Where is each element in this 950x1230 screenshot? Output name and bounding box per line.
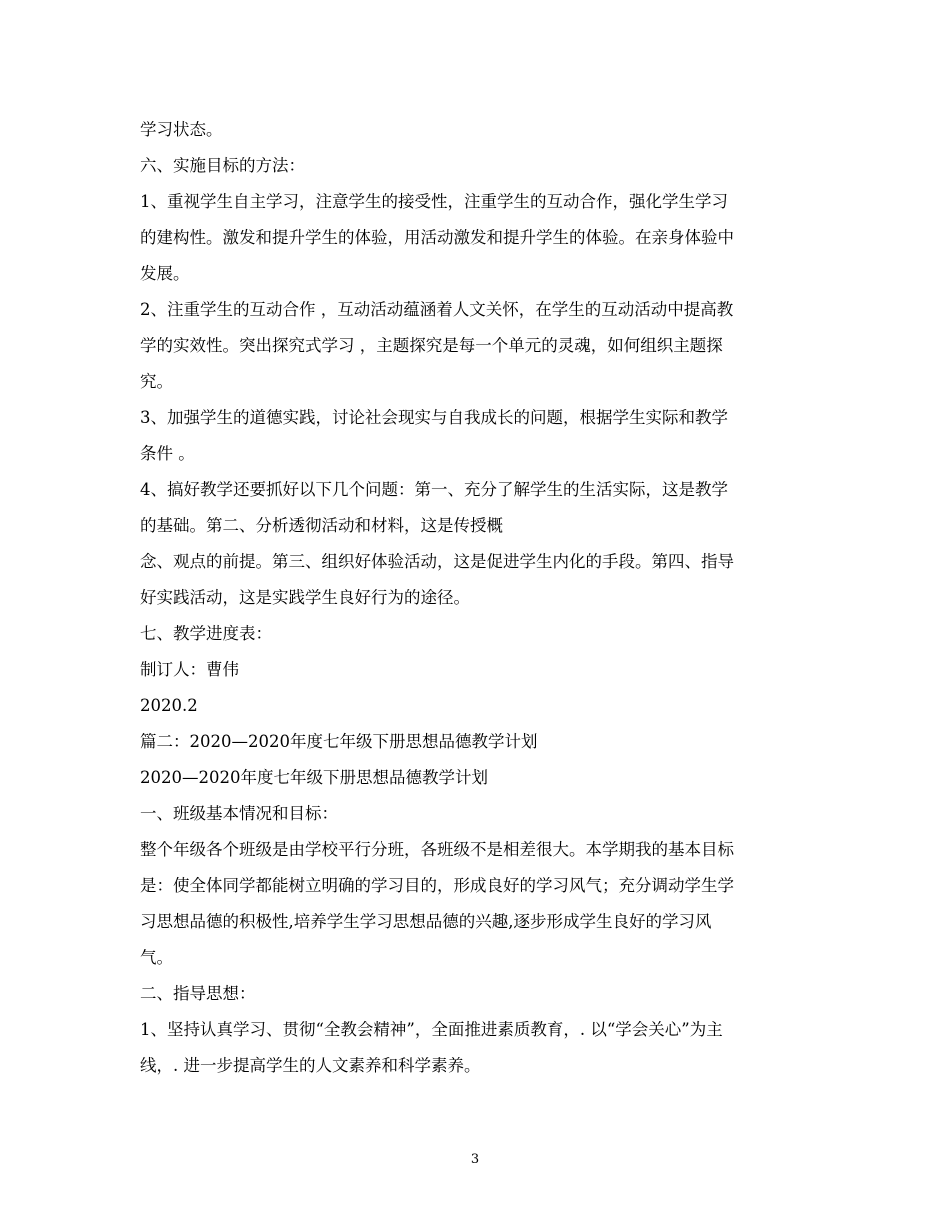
article-subtitle: 2020—2020年度七年级下册思想品德教学计划 [140,768,488,787]
section-heading: 七、教学进度表： [140,624,272,643]
text-line: 究。 [140,372,173,391]
text-line: 的基础。第二、分析透彻活动和材料，这是传授概 [140,516,503,535]
text-line: 的建构性。激发和提升学生的体验，用活动激发和提升学生的体验。在亲身体验中 [140,228,734,247]
text-line: 念、观点的前提。第三、组织好体验活动，这是促进学生内化的手段。第四、指导 [140,552,734,571]
section-heading: 一、班级基本情况和目标： [140,804,338,823]
text-line: 1、重视学生自主学习，注意学生的接受性，注重学生的互动合作，强化学生学习 [140,192,728,211]
text-line: 4、搞好教学还要抓好以下几个问题：第一、充分了解学生的生活实际，这是教学 [140,480,728,499]
text-line: 发展。 [140,264,190,283]
document-body [140,112,820,1084]
section-heading: 六、实施目标的方法： [140,156,305,175]
text-line: 气。 [140,948,173,967]
text-line: 习思想品德的积极性,培养学生学习思想品德的兴趣,逐步形成学生良好的学习风 [140,912,712,931]
author-line: 制订人：曹伟 [140,660,239,679]
text-line: 是：使全体同学都能树立明确的学习目的，形成良好的学习风气；充分调动学生学 [140,876,734,895]
date-line: 2020.2 [140,696,198,715]
text-line: 学的实效性。突出探究式学习 ，主题探究是每一个单元的灵魂，如何组织主题探 [140,336,723,355]
page-number: 3 [470,1152,480,1167]
text-line: 线，. 进一步提高学生的人文素养和科学素养。 [140,1056,481,1075]
text-line: 整个年级各个班级是由学校平行分班，各班级不是相差很大。本学期我的基本目标 [140,840,734,859]
text-line: 2、注重学生的互动合作 ，互动活动蕴涵着人文关怀，在学生的互动活动中提高教 [140,300,734,319]
text-line: 条件 。 [140,444,195,463]
article-title: 篇二：2020—2020年度七年级下册思想品德教学计划 [140,732,538,751]
section-heading: 二、指导思想： [140,984,256,1003]
text-line: 3、加强学生的道德实践，讨论社会现实与自我成长的问题，根据学生实际和教学 [140,408,728,427]
text-line: 1、坚持认真学习、贯彻“全教会精神”，全面推进素质教育，. 以“学会关心”为主 [140,1020,723,1039]
text-line: 学习状态。 [140,120,223,139]
text-line: 好实践活动，这是实践学生良好行为的途径。 [140,588,470,607]
